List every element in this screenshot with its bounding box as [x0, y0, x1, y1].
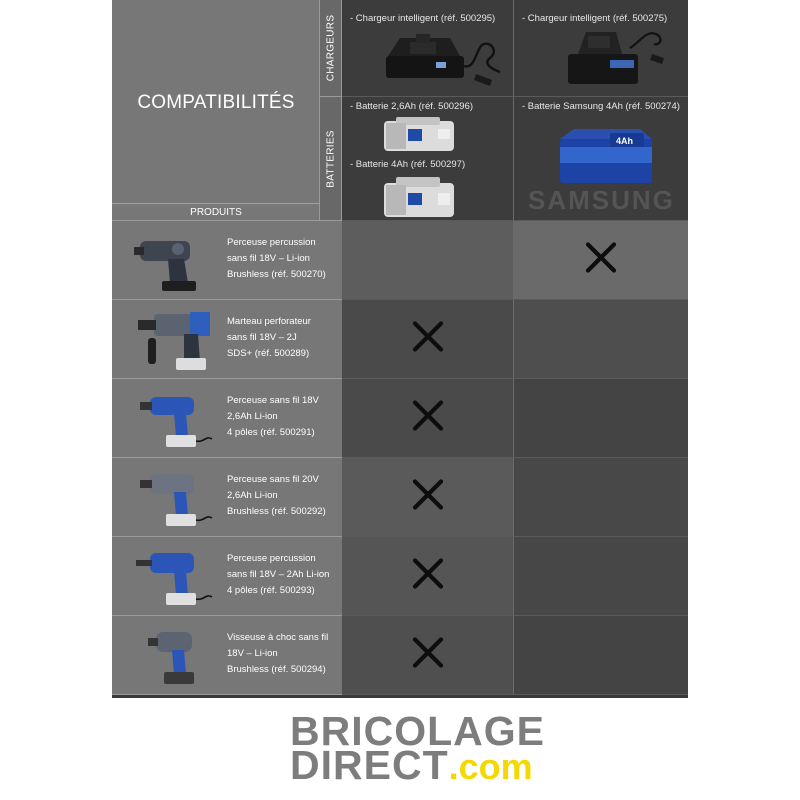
charger-icon [380, 26, 506, 88]
product-name-line: 2,6Ah Li-ion [227, 411, 278, 422]
product-name-line: Brushless (réf. 500270) [227, 269, 326, 280]
battery-label-2: - Batterie 4Ah (réf. 500297) [350, 159, 466, 170]
product-name [227, 314, 339, 362]
charger-cell-2 [513, 0, 688, 97]
charger-label-2: - Chargeur intelligent (réf. 500275) [522, 13, 668, 24]
product-name [227, 393, 339, 441]
product-cell [112, 300, 342, 379]
table-row [112, 379, 688, 458]
product-name [227, 551, 339, 599]
compatible-mark [584, 241, 618, 280]
product-name-line: sans fil 18V – Li-ion [227, 253, 310, 264]
product-name-line: Perceuse sans fil 20V [227, 474, 319, 485]
battery-icon [382, 175, 460, 219]
compatible-mark [411, 399, 445, 438]
compatibility-cell-2 [513, 221, 688, 300]
power-tool-icon [134, 304, 214, 379]
batteries-group-header [320, 97, 342, 221]
product-name-line: 2,6Ah Li-ion [227, 490, 278, 501]
logo-word-direct: DIRECT [290, 742, 449, 788]
battery-label-3: - Batterie Samsung 4Ah (réf. 500274) [522, 101, 680, 112]
compatible-mark [411, 636, 445, 675]
product-name-line: Perceuse percussion [227, 237, 316, 248]
compatibility-table [112, 0, 688, 698]
products-column-header [112, 203, 320, 221]
page-title: COMPATIBILITÉS [137, 92, 295, 113]
table-row [112, 221, 688, 300]
table-row [112, 537, 688, 616]
compatibility-cell-1 [342, 379, 513, 458]
product-cell [112, 379, 342, 458]
product-cell [112, 458, 342, 537]
battery-label-1: - Batterie 2,6Ah (réf. 500296) [350, 101, 474, 112]
chargers-group-header [320, 0, 342, 97]
compatibility-cell-2 [513, 379, 688, 458]
table-row [112, 300, 688, 379]
product-name-line: 4 pôles (réf. 500293) [227, 585, 315, 596]
product-name [227, 630, 339, 678]
product-name-line: 4 pôles (réf. 500291) [227, 427, 315, 438]
check-mark-x [584, 241, 618, 275]
product-cell [112, 616, 342, 695]
compatibility-cell-1 [342, 221, 513, 300]
product-name-line: Brushless (réf. 500294) [227, 664, 326, 675]
product-name-line: sans fil 18V – 2J [227, 332, 297, 343]
product-name-line: Visseuse à choc sans fil [227, 632, 329, 643]
compatibility-cell-1 [342, 616, 513, 695]
check-mark-x [411, 557, 445, 591]
check-mark-x [411, 399, 445, 433]
power-tool-icon [134, 541, 214, 616]
compatibility-cell-2 [513, 458, 688, 537]
charger-cell-1 [342, 0, 513, 97]
samsung-brand-text: SAMSUNG [528, 185, 675, 215]
svg-text:4Ah: 4Ah [616, 136, 634, 146]
product-name-line: Perceuse percussion [227, 553, 316, 564]
compatible-mark [411, 557, 445, 596]
product-name [227, 472, 339, 520]
battery-cell-2 [513, 97, 688, 221]
battery-icon [382, 115, 460, 153]
bricolage-direct-logo [290, 708, 545, 788]
compatibility-cell-1 [342, 537, 513, 616]
compatibility-cell-2 [513, 537, 688, 616]
product-cell [112, 537, 342, 616]
power-tool-icon [134, 383, 214, 458]
compatibility-cell-2 [513, 616, 688, 695]
product-name-line: sans fil 18V – 2Ah Li-ion [227, 569, 330, 580]
table-row [112, 616, 688, 695]
power-tool-icon [134, 225, 214, 300]
product-name-line: 18V – Li-ion [227, 648, 278, 659]
products-label: PRODUITS [190, 207, 242, 218]
logo-domain: .com [448, 746, 533, 787]
charger-icon [560, 24, 670, 90]
battery-icon [556, 125, 656, 187]
product-name-line: SDS+ (réf. 500289) [227, 348, 310, 359]
product-name-line: Perceuse sans fil 18V [227, 395, 319, 406]
check-mark-x [411, 478, 445, 512]
compatibility-cell-1 [342, 458, 513, 537]
compatibility-cell-2 [513, 300, 688, 379]
chargers-group-label: CHARGEURS [325, 14, 336, 82]
product-cell [112, 221, 342, 300]
compatibility-cell-1 [342, 300, 513, 379]
charger-label-1: - Chargeur intelligent (réf. 500295) [350, 13, 496, 24]
compatible-mark [411, 478, 445, 517]
check-mark-x [411, 320, 445, 354]
table-header-title-block [112, 0, 320, 221]
table-row [112, 458, 688, 537]
power-tool-icon [134, 620, 214, 695]
power-tool-icon [134, 462, 214, 537]
product-name [227, 235, 339, 283]
logo-line-1: BRICOLAGE [290, 708, 545, 754]
battery-cell-1 [342, 97, 513, 221]
check-mark-x [411, 636, 445, 670]
product-name-line: Brushless (réf. 500292) [227, 506, 326, 517]
batteries-group-label: BATTERIES [325, 129, 336, 188]
compatible-mark [411, 320, 445, 359]
logo-line-2 [290, 742, 533, 788]
product-name-line: Marteau perforateur [227, 316, 311, 327]
